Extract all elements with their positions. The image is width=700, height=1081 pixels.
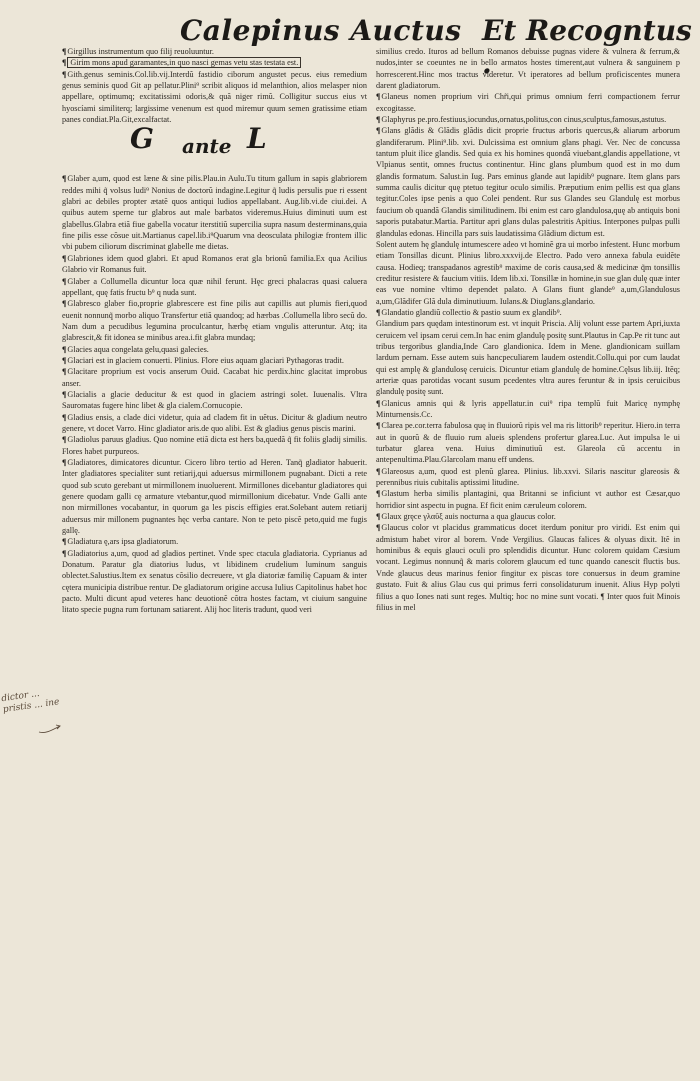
dictionary-entry — [376, 46, 680, 91]
pilcrow-mark: ¶ — [376, 466, 381, 476]
entry-text: Glans glãdis & Glãdis glãdis dicit proprie fructus arboris quercus,& aliarum arborum glandiferarum. Plini⁹.lib. xvi. Dulcissima est omnium glans phagi. Ver. Nec de concussa tantum pluit ilice glandis. Sed quia ex his homines quondã viuebant,glandis appellatione, vt Vlpianus sentit, omnes fructus continentur. Hinc glans plumbum quod est in mo dum glandis formatum. Salust.in Iug. Pars eminus glande aut lapidib⁹ pugnare. Item glans pars summa caulis dicitur quę ptetuo tegitur oculo similis. Præputium enim pellis est qua glans tegitur.Coles ipse penis a quo Colei pendent. Rur sus Glandes seu Glandulę est morbus faucium ob quandã Glandis similitudinem. Ibi enim est caro glandulosa,quę ab antiquis boni saporis putabatur.Martia. Partitur apri glans dulas palestritis Apitius. Interpones pulpas pulli glandulas edonas. Hincilla pars suis laudatissima Glãdium dictum est. — [376, 126, 680, 238]
dictionary-entry — [376, 125, 680, 238]
entry-text: Glabresco glaber fio,proprie glabrescere est fine pilis aut capillis aut plumis fieri,quod euenit nonnunq̃ morbo aliquo Transfertur etiã quandoq; ad hærbas .Collumella libro secũ do. Nam dum a pecudibus legumina proculcantur, hærbę etiam vngulis atteruntur. Atq; ita glabrescit,& fit idonea se minibus area.i.fit glabra mundaq; — [62, 299, 367, 343]
dictionary-entry — [62, 46, 367, 57]
pilcrow-mark: ¶ — [62, 389, 67, 399]
dictionary-entry — [62, 344, 367, 355]
dictionary-entry — [62, 434, 367, 457]
entry-text: Glaphyrus pe.pro.festiuus,iocundus,ornatus,politus,con cinus,sculptus,famosus,astutus. — [381, 115, 667, 125]
entry-text: Glacialis a glacie deducitur & est quod in glaciem astringi solet. Iuuenalis. Vltra Sauromatas fugere hinc libet & gla cialem.Cornucopie. — [62, 389, 367, 411]
pilcrow-mark: ¶ — [62, 344, 67, 354]
dictionary-entry — [376, 307, 680, 318]
dictionary-entry — [376, 511, 680, 522]
dictionary-entry — [62, 253, 367, 276]
handwritten-arrow-icon — [38, 722, 62, 736]
pilcrow-mark: ¶ — [62, 47, 67, 56]
entry-text: Glacitare proprium est vocis anserum Ouid. Cacabat hic perdix.hinc glacitat improbus anser. — [62, 367, 367, 388]
pilcrow-mark: ¶ — [62, 412, 67, 422]
pilcrow-mark: ¶ — [62, 253, 67, 263]
entry-text: Glanicus amnis qui & lyris appellatur.in cui⁹ ripa templũ fuit Maricę nymphę Minturnensis.Cc. — [376, 398, 680, 419]
entry-text: similius credo. Ituros ad bellum Romanos debuisse pugnas videre & vulnera & ferrum,& nudos,inter se coeuntes ne in bello armatos hostes timerent,aut vulnera & sanguinem p horrescerent.Hinc mos tractus videretur. Vt iperatores ad bellum proficiscentes munera darent gladiatorum. — [376, 47, 680, 91]
left-column — [62, 46, 367, 616]
handwritten-margin-note: dictor ... pristis ... ine — [0, 688, 61, 716]
dictionary-entry — [62, 298, 367, 343]
pilcrow-mark: ¶ — [62, 299, 67, 309]
entry-text: Gladiatorius a,um, quod ad gladios pertinet. Vnde spec ctacula gladiatoria. Cyprianus ad Donatum. Paratur gla diatorius ludus, vt libidinem crudelium luminum sanguis oblectet.Salustius.Item ex senatus cõsilio decreuere, vt gla diatoriæ familię Capuam & inter cętera municipia distribue rentur. De gladiatorum origine accusa Iulius Capitolinus habet hoc pacto. Multi dicunt apud veteres hanc deuotionẽ cõtra hostes factam, vt ciuium sanguine litato specie pugna rum fortunam satiarent. Alij hoc literis tradunt, quod veri — [62, 548, 367, 615]
entry-text: Girgillus instrumentum quo filij reuoluuntur. — [67, 47, 214, 56]
dictionary-entry — [62, 57, 367, 68]
entry-text: Glandium pars quędam intestinorum est. vt inquit Priscia. Alij volunt esse partem Apri,iuxta ceruicem vel ipsam cerui cem.In hac enim glandulę positę sunt.Plautus in Cap.Pe rit tunc aut tribus tergoribus glandia,Inde Caro glandionica. Idem in Mene. glandionicam suillam lardum pernam. Esse autem suis hancpeculiarem laudem ostendit.Collu.qui por cum laudat qui est amplę & glandulosę ceruicis. Dicuntur etiam glandulę de homine.Cęlsus lib.iij. Itẽq; arteriæ quas parotidas vocant susum pcedentes vltra aures feruntur & in ipsis ceruicibus glandulę positę sunt. — [376, 319, 680, 397]
entry-text: Glaber a Collumella dicuntur loca quæ nihil ferunt. Hęc greci phalacras quasi caluera appellant, quę fatis fructu b⁹ q nuda sunt. — [62, 276, 367, 297]
section-heading-g: G — [130, 122, 154, 156]
section-heading-l: L — [247, 122, 267, 156]
pilcrow-mark: ¶ — [376, 398, 381, 408]
dictionary-entry — [376, 318, 680, 397]
entry-text: Gladiolus paruus gladius. Quo nomine etiã dicta est hers ba,quedã q̃ fit foliis gladij similis. Flores habet purpureos. — [62, 435, 367, 456]
pilcrow-mark: ¶ — [62, 435, 67, 445]
entry-text: Girim mons apud garamantes,in quo nasci gemas vetu stas testata est. — [67, 57, 301, 68]
dictionary-entry — [62, 366, 367, 389]
entry-text: Glabriones idem quod glabri. Et apud Romanos erat gla brionũ familia.Ex qua Acilius Glabrio vir Romanus fuit. — [62, 253, 367, 275]
dictionary-entry — [376, 420, 680, 465]
pilcrow-mark: ¶ — [62, 58, 67, 68]
entry-text: Gith.genus seminis.Col.lib.vij.Interdũ fastidio ciborum angustet pecus. eius remedium genus seminis quod Git ap pellatur.Plini⁹ scribit aliquos id melanthion, alios melasper nion appellare, optimumq; excitatissimi odoris,& quã niger rimũ. Colligitur succus eius vt hyoscíami similiterq; largissime venenum est quod miremur quum semen gratissime etiam panes condiat.Pla.Git,excalfactat. — [62, 69, 367, 125]
pilcrow-mark: ¶ — [62, 355, 67, 365]
entry-text: Glaciari est in glaciem conuerti. Plinius. Flore eius aquam glaciari Pythagoras tradit. — [67, 355, 344, 365]
pilcrow-mark: ¶ — [62, 548, 67, 558]
entry-text: Gladiatura ę,ars ipsa gladiatorum. — [67, 537, 179, 547]
pilcrow-mark: ¶ — [376, 512, 381, 522]
section-heading — [62, 122, 367, 171]
pilcrow-mark: ¶ — [376, 489, 381, 499]
entry-text: Glaucus color vt placidus grammaticus docet iterdum ponitur pro viridi. Est enim qui admistum habet viror al borem. Vnde Vergilius. Glaucas falices & olyuas dixit. Itẽ in hominibus & equis glauci oculi pro splendidis dicuntur. Hunc colorem quidam Cæsium vocant. Legimus nonnunq̃ & maris colorem glaucum ed tunc quando canescit fluctis bus. Vnde glaucus deus marinus fenior fingitur ex piscas tore conuersus in deum gramine gustato. Fuit & alius Glau cus qui primus ferri consolidaturum inuenit. Alius Hyp polyti filius a quo Iones nati sunt reges. Multiq; hoc no mine sunt vocati. ¶ Inter quos fuit Minois filius in mel — [376, 523, 680, 612]
entry-text: Glaber a,um, quod est læne & sine pilis.Plau.in Aulu.Tu titum gallum in sapis glabriorem reddes mihi q̃ volsus ludi⁹ Nonius de doctorũ indagine.Legitur q̃ ludis persulis pue ri essent glabri ac debiles propter ætatẽ quos antiqui ludios appellabant. Aug.lib.vi.de ciui.dei. A quibus autem sperne tur glabros aut male barbatos videremus.Huius diminuti uum est glabellus.Glabra etiã fiue gabella vocatur iterstitiũ supercilia supra nasum desterminans,quia fine pilis esse cõsue uit.Martianus capel.lib.i⁹Quarum vna deosculata philogiæ frontem illic vbi pubem ciliorum discriminat glabelle me dietas. — [62, 174, 367, 252]
dictionary-entry — [376, 91, 680, 114]
dictionary-entry — [62, 355, 367, 366]
pilcrow-mark: ¶ — [376, 421, 381, 431]
pilcrow-mark: ¶ — [376, 115, 381, 125]
dictionary-entry — [376, 522, 680, 613]
entry-text: Glastum herba similis plantagini, qua Britanni se inficiunt vt author est Cæsar,quo horridior sint aspectu in pugna. Ef ficit enim cæruleum colorem. — [376, 489, 680, 510]
entry-text: Glandatio glandiũ collectio & pastio suum ex glandib⁹. — [381, 307, 562, 317]
dictionary-entry — [62, 457, 367, 536]
pilcrow-mark: ¶ — [62, 537, 67, 547]
pilcrow-mark: ¶ — [376, 126, 381, 136]
dictionary-entry — [62, 412, 367, 435]
dictionary-entry — [376, 239, 680, 307]
entry-text: Solent autem hę glandulę intumescere adeo vt hominẽ gra ui morbo infestent. Hunc morbum etiam Tonsillas dicunt. Plinius libro.xxxvij.de Electro. Pado vero annexa fabula euidẽte causa. Hodieq; transpadanos agrestib⁹ maxime de coris causa,sed & medicinæ q̃m tonsillis creditur resistere & faucium vitiis. Idem lib.xi. Tonsillæ in homine,in sue glan dulę quæ inter eas vue nomine vltimo dependet palato. A Glans fiunt glande⁹ a,um,Glandulosus a,um,Glãdifer Glã dula diminutiuum. Iulans.& Diuglans.glandario. — [376, 239, 680, 306]
pilcrow-mark: ¶ — [62, 367, 67, 377]
dictionary-entry — [62, 548, 367, 616]
entry-text: Glaneus nomen proprium viri Chr̃i,qui primus omnium ferri compactionem ferrur excogitasse. — [376, 92, 680, 113]
section-heading-ante: ante — [182, 134, 232, 159]
entry-text: Glacies aqua congelata gelu,quasi galecies. — [67, 344, 209, 354]
entry-text: Gladius ensis, a clade dici videtur, quia ad cladem fit in uẽtus. Dicitur & gladium neutro genere, vt docet Varro. Hinc gladiator aris.de quo alibi. Est & gladius genus piscis marini. — [62, 412, 367, 433]
header-title-right: Et Recogntus . — [482, 14, 692, 80]
header-title-left: Calepinus Auctus — [180, 14, 462, 47]
entry-text: Glaux gręce γλαῦξ auis nocturna a qua glaucus color. — [381, 512, 556, 522]
pilcrow-mark: ¶ — [62, 458, 67, 467]
pilcrow-mark: ¶ — [376, 523, 381, 533]
dictionary-entry — [376, 114, 680, 125]
pilcrow-mark: ¶ — [62, 69, 67, 79]
entry-text: Gladiatores, dimicatores dicuntur. Cicero libro tertio ad Heren. Tanq̃ gladiator habuerit. Inter gladiatores specialiter sunt retiarij,qui aduersus mirmillonem pugnabant. Dicti a rete quod sub scuto gerebant ut mirmillonem inuoluerent. Mirmillones dicebantur gladiatores qui genere quodam galli cę armature vtebantur,quod mirmillonium dicebatur. Vnde Galli ante non mirmillones vocabantur, in quorum ga les piscis effigies erat.Solebant autem retiarij aduersus mir millonem pugnantes hęc verba cantare. Non te peto piscẽ peto,quid me fugis gallę. — [62, 458, 367, 536]
pilcrow-mark: ¶ — [62, 276, 67, 286]
right-column — [376, 46, 680, 613]
dictionary-entry — [376, 398, 680, 421]
entry-text: Clarea pe.cor.terra fabulosa quę in fluuiorũ ripis vel ma ris littorib⁹ reperitur. Hiero.in terra aut in quorũ & de fluuio rum alueis splendens profertur glarea.Luc. Aut impulsa le ui turbatur glarea vena. Huius diminutiuũ est. Glareola cũ accentu in antepenultima.Plau.Glarcolam manu eff undens. — [376, 421, 680, 465]
dictionary-entry — [376, 466, 680, 489]
dictionary-entry — [376, 488, 680, 511]
dictionary-entry — [62, 276, 367, 299]
pilcrow-mark: ¶ — [376, 307, 381, 317]
dictionary-entry — [62, 173, 367, 252]
dictionary-entry — [62, 389, 367, 412]
dictionary-entry — [62, 536, 367, 547]
pilcrow-mark: ¶ — [62, 174, 67, 184]
dictionary-entry — [62, 69, 367, 126]
pilcrow-mark: ¶ — [376, 92, 381, 102]
entry-text: Glareosus a,um, quod est plenũ glarea. Plinius. lib.xxvi. Silaris nascitur glareosis & perennibus riuis cubitalis aptissimi litudine. — [376, 466, 680, 488]
